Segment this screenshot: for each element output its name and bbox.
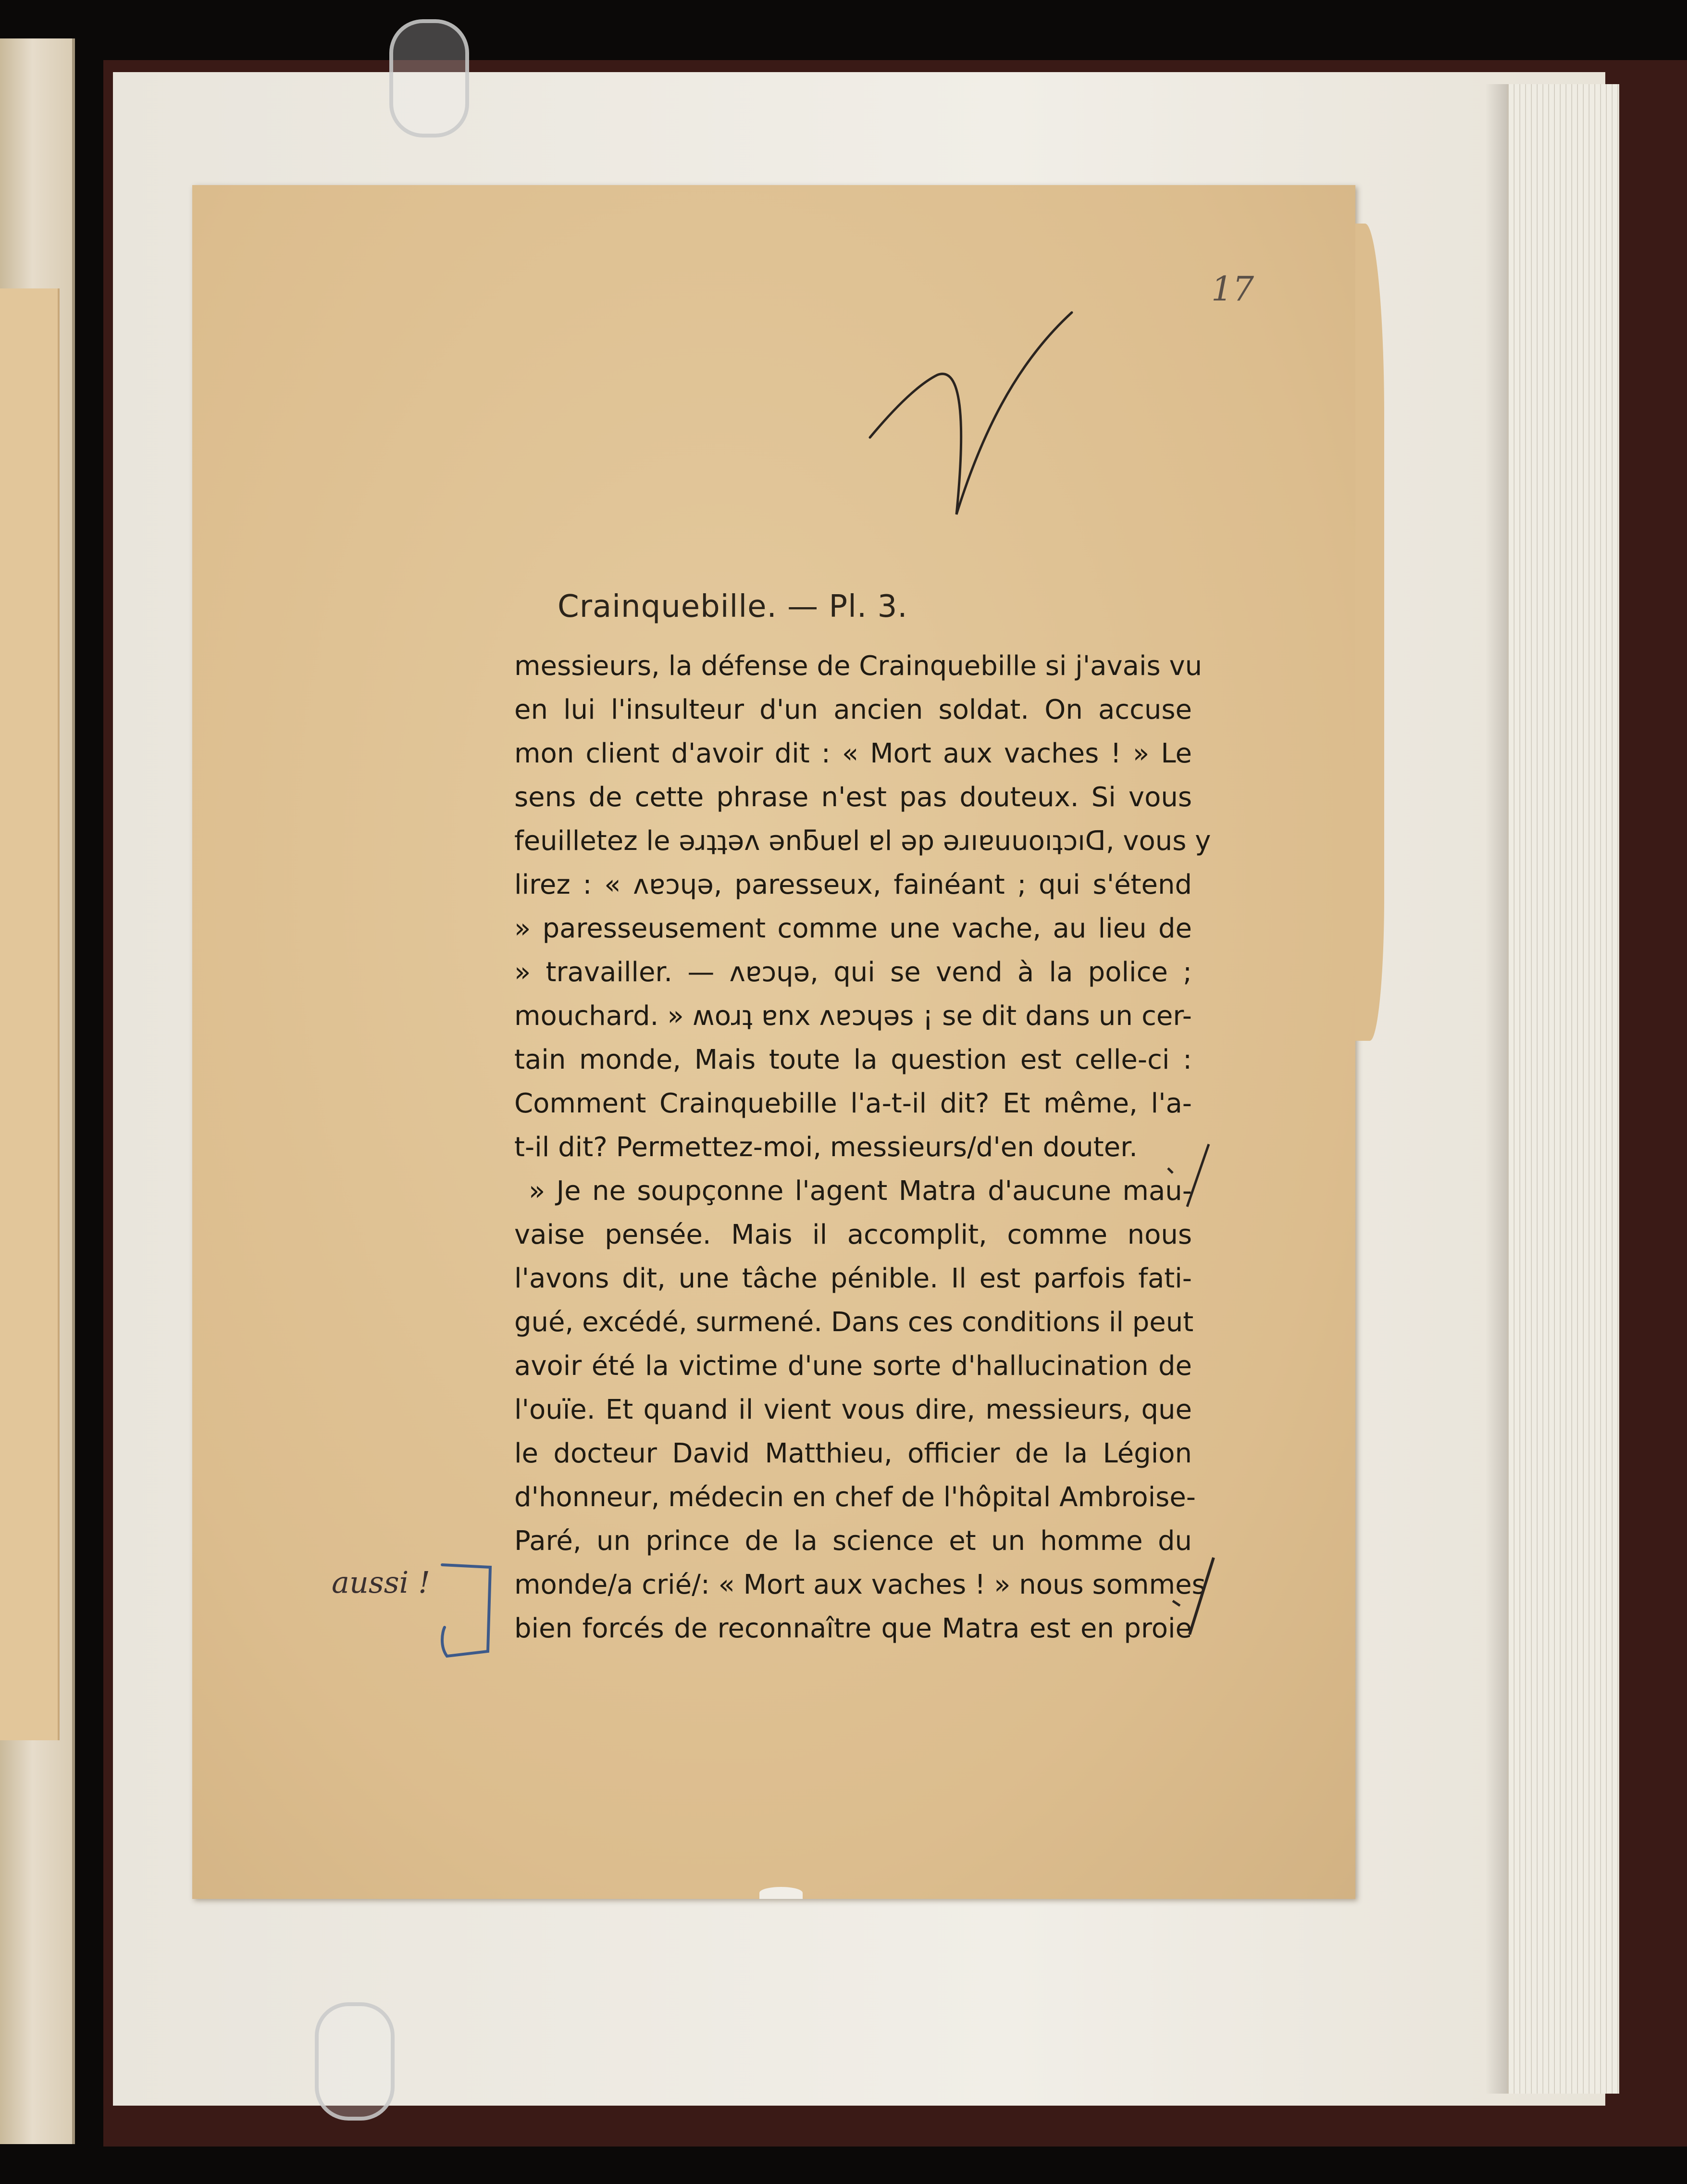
text-line: » paresseusement comme une vache, au lieu de xyxy=(514,913,1192,944)
plastic-clip-top xyxy=(389,19,469,137)
sheet-torn-edge xyxy=(1355,224,1384,1041)
text-line: » travailler. — ʌɐɔɥǝ, qui se vend à la police ; xyxy=(514,957,1192,988)
text-line: tain monde, Mais toute la question est celle-ci : xyxy=(514,1044,1192,1075)
text-line: Paré, un prince de la science et un homme du xyxy=(514,1525,1192,1557)
text-line: en lui l'insulteur d'un ancien soldat. On accuse xyxy=(514,694,1192,725)
folio-number: 17 xyxy=(1211,269,1254,309)
text-line: t-il dit? Permettez-moi, messieurs/d'en douter. xyxy=(514,1132,1138,1163)
text-line: monde/a crié/: « Mort aux vaches ! » nous sommes xyxy=(514,1569,1206,1600)
proof-slash-mark xyxy=(1163,1139,1216,1211)
pencil-v-mark xyxy=(865,293,1115,543)
margin-note: aussi ! xyxy=(332,1565,430,1600)
text-line: mouchard. » ʍoɹʇ ɐnx ʌɐɔɥǝs ¡ se dit dans un cer- xyxy=(514,1000,1192,1032)
text-line: mon client d'avoir dit : « Mort aux vaches ! » Le xyxy=(514,738,1192,769)
text-line: messieurs, la défense de Crainquebille si j'avais vu xyxy=(514,650,1203,682)
text-line: bien forcés de reconnaître que Matra est en proie xyxy=(514,1613,1192,1644)
text-line: d'honneur, médecin en chef de l'hôpital Ambroise- xyxy=(514,1482,1196,1513)
proof-title: Crainquebille. — Pl. 3. xyxy=(558,589,908,624)
text-line: sens de cette phrase n'est pas douteux. Si vous xyxy=(514,782,1192,813)
text-line: vaise pensée. Mais il accomplit, comme nous xyxy=(514,1219,1192,1250)
text-line: feuilletez le ǝɹʇʇǝʌ ǝnƃuɐl ɐl ǝp ǝɹıɐuuoıʇɔıᗡ, vous y xyxy=(514,825,1211,857)
proof-slash-mark xyxy=(1168,1553,1221,1639)
proof-body-text xyxy=(514,644,1211,1650)
previous-page xyxy=(0,38,75,2144)
text-line: avoir été la victime d'une sorte d'hallucination de xyxy=(514,1350,1192,1382)
sheet-tear xyxy=(759,1887,803,1899)
plastic-clip-bottom xyxy=(315,2002,395,2121)
text-line: lirez : « ʌɐɔɥǝ, paresseux, fainéant ; qui s'étend xyxy=(514,869,1192,900)
text-line: » Je ne soupçonne l'agent Matra d'aucune mau- xyxy=(529,1175,1192,1207)
text-line: gué, excédé, surmené. Dans ces conditions il peut xyxy=(514,1307,1194,1338)
text-line: l'avons dit, une tâche pénible. Il est parfois fati- xyxy=(514,1263,1192,1294)
previous-page-insert xyxy=(0,288,60,1740)
text-line: l'ouïe. Et quand il vient vous dire, messieurs, que xyxy=(514,1394,1192,1425)
page-edges xyxy=(1507,84,1619,2094)
text-line: le docteur David Matthieu, officier de la Légion xyxy=(514,1438,1192,1469)
blue-pencil-bracket xyxy=(433,1555,519,1671)
text-line: Comment Crainquebille l'a-t-il dit? Et même, l'a- xyxy=(514,1088,1192,1119)
